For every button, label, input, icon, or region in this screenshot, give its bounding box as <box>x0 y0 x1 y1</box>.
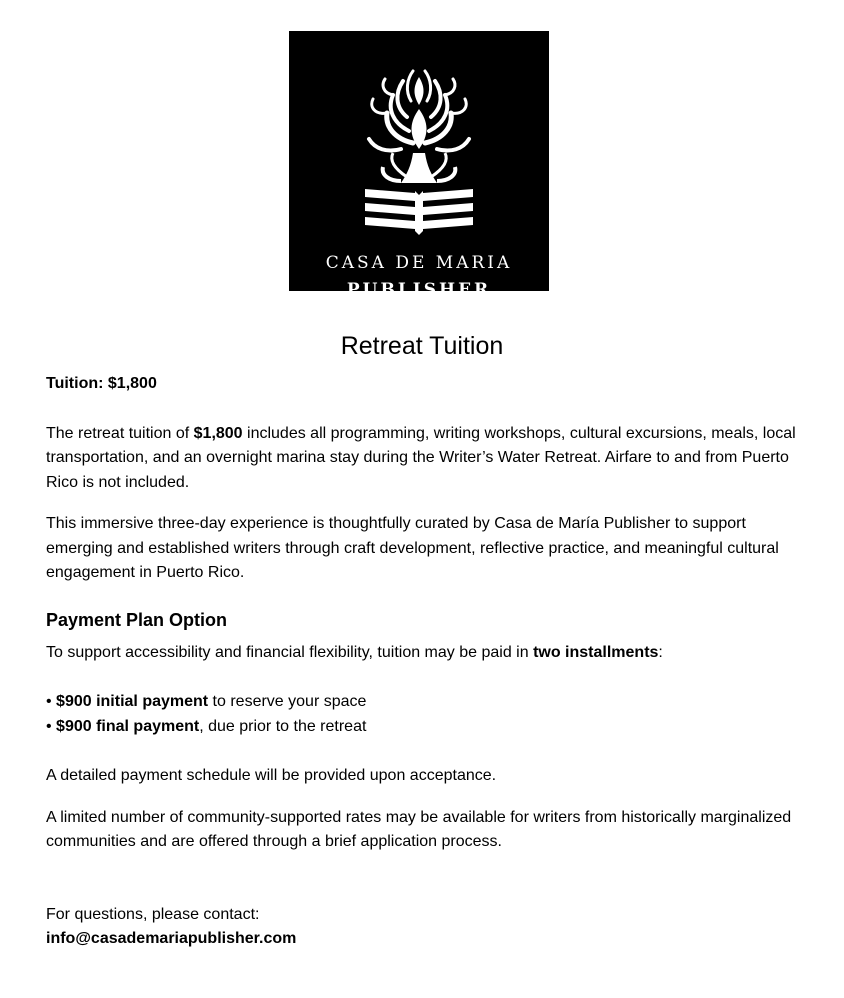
publisher-logo <box>289 31 549 300</box>
tuition-amount-line: Tuition: $1,800 <box>46 375 157 392</box>
logo-wordmark-line1: CASA DE MARIA <box>325 253 513 273</box>
installment-amount: $900 initial payment <box>56 693 209 710</box>
payment-plan-heading: Payment Plan Option <box>46 609 228 630</box>
plan-intro-bold: two installments <box>533 643 659 661</box>
page-title: Retreat Tuition <box>340 332 504 360</box>
contact-email: info@casademariapublisher.com <box>46 930 297 947</box>
para1-amount: $1,800 <box>193 424 243 442</box>
installment-amount: $900 final payment <box>56 717 200 735</box>
experience-paragraph: This immersive three-day experience is thoughtfully curated by Casa de María Publisher to support emerging and established writers through craft development, reflective practice, and meaningful cultural engagement in Puerto Rico. <box>46 515 779 581</box>
installment-detail: , due prior to the retreat <box>199 717 367 735</box>
logo-wordmark-line2: PUBLISHER <box>346 280 492 300</box>
plan-intro-after: : <box>658 643 663 661</box>
schedule-note: A detailed payment schedule will be provided upon acceptance. <box>46 767 497 784</box>
tuition-includes-paragraph <box>46 422 806 496</box>
plan-intro-before: To support accessibility and financial flexibility, tuition may be paid in <box>46 643 534 661</box>
tree-and-open-book-icon <box>289 31 549 291</box>
tuition-content <box>46 372 806 952</box>
installment-item <box>46 690 806 715</box>
bullet: • <box>46 693 57 710</box>
installment-detail: to reserve your space <box>208 693 367 710</box>
installment-item <box>46 715 806 740</box>
installment-list <box>46 690 806 739</box>
bullet: • <box>46 717 57 735</box>
para1-text-after: includes all programming, writing workshops, cultural excursions, meals, local transportation, and an overnight marina stay during the Writer’s Water Retreat. Airfare to and from Puerto Rico is not included. <box>46 424 796 491</box>
payment-plan-intro <box>46 641 806 666</box>
para1-text-before: The retreat tuition of <box>46 424 194 442</box>
community-rates-note: A limited number of community-supported rates may be available for writers from historically marginalized communities and are offered through a brief application process. <box>46 808 792 850</box>
contact-label: For questions, please contact: <box>46 905 260 923</box>
